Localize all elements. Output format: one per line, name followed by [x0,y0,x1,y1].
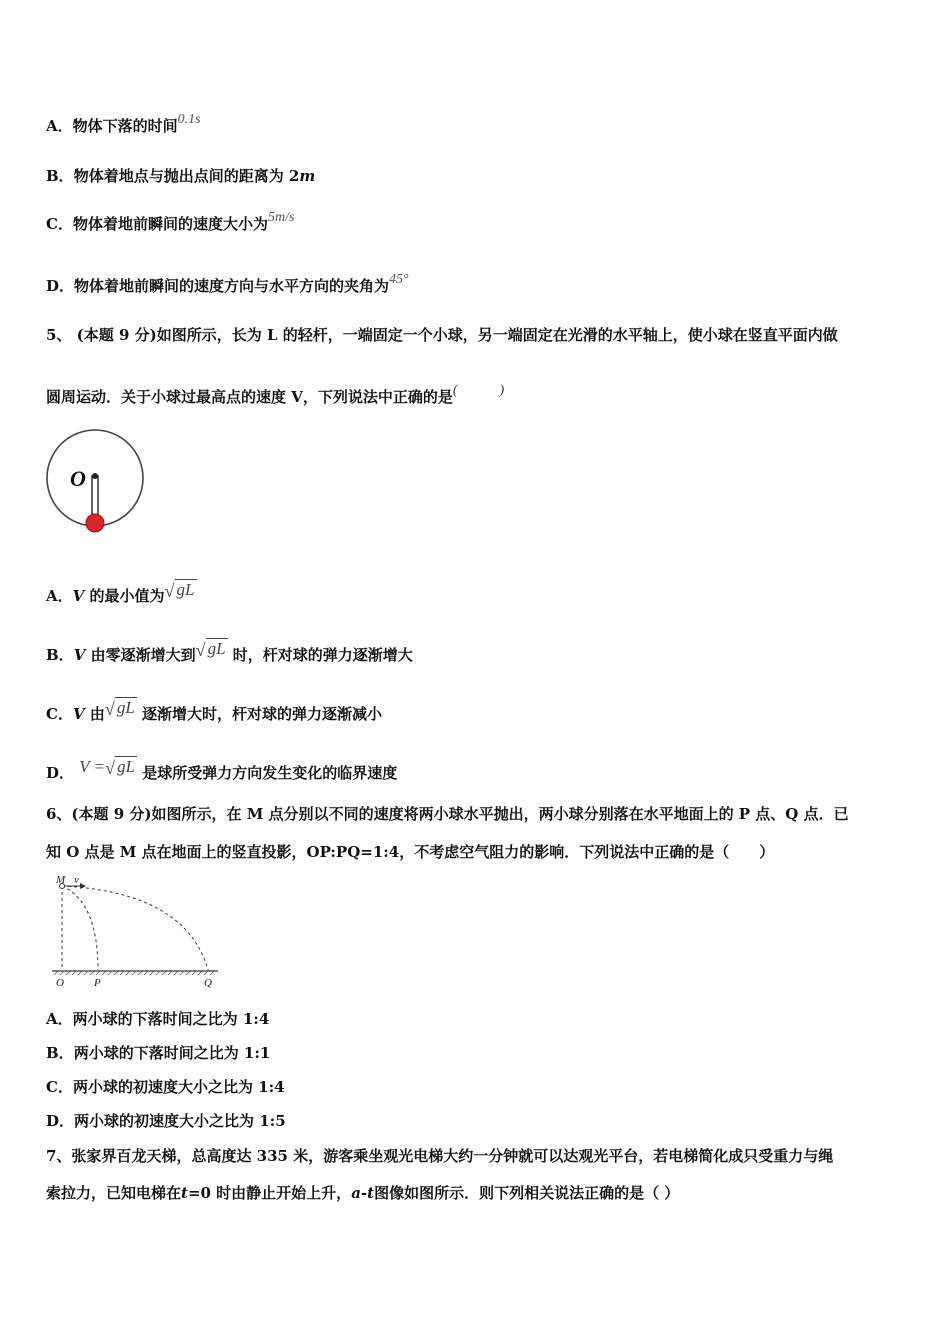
q6-stem-line2: 知 O 点是 M 点在地面上的竖直投影，OP:PQ=1:4，不考虑空气阻力的影响．下列说法中正确的是（ ） [46,843,775,861]
label-q: Q [204,977,212,989]
trajectory-p [62,886,98,970]
var-v: V [72,705,85,723]
option-label: A． [46,1010,73,1028]
option-label: D． [46,764,75,782]
option-label: D． [46,1112,75,1130]
option-label: A． [46,117,73,135]
option-text-2: 逐渐增大时，杆对球的弹力逐渐减小 [142,705,383,723]
option-label: D． [46,277,75,295]
label-m: M [56,874,66,886]
formula: 45° [389,272,409,287]
q7-stem-line1: 7、张家界百龙天梯，总高度达 335 米，游客乘坐观光电梯大约一分钟就可以达观光平台，若电梯简化成只受重力与绳 [46,1147,834,1165]
var-v: V [73,646,86,664]
answer-paren: ( ) [452,383,505,398]
option-label: B． [46,1044,74,1062]
q5-option-a [46,580,197,606]
q4-option-b [46,165,315,186]
q4-option-a [46,112,201,136]
var-t: t [181,1184,188,1202]
label-v: v [74,874,79,886]
option-text: 物体着地前瞬间的速度方向与水平方向的夹角为 [74,277,390,295]
sqrt-gl: √ gL [164,580,195,601]
formula: 0.1s [177,112,201,127]
q4-option-c [46,210,295,234]
option-text: 两小球的下落时间之比为 1:4 [72,1010,270,1028]
option-text: 物体着地点与抛出点间的距离为 2 [73,167,300,185]
stem-text: 圆周运动．关于小球过最高点的速度 V，下列说法中正确的是 [46,388,453,406]
formula: 5m/s [267,210,295,225]
q5-option-c [46,698,382,724]
q5-stem-line2 [46,383,505,407]
option-text: 物体着地前瞬间的速度大小为 [72,215,268,233]
unit: m [299,167,316,185]
q5-option-b [46,639,413,665]
rod [92,476,98,518]
option-label: A． [46,587,73,605]
q5-option-d [46,757,397,783]
q6-option-b [46,1042,270,1063]
option-text: 由 [89,705,105,723]
sqrt-gl: √ gL [104,698,135,719]
option-text: 两小球的下落时间之比为 1:1 [73,1044,271,1062]
option-text: 两小球的初速度大小之比为 1:5 [74,1112,286,1130]
var-at: a-t [351,1184,375,1202]
label-o: O [70,466,86,491]
q5-stem-line1: 5、 (本题 9 分)如图所示，长为 L 的轻杆，一端固定一个小球，另一端固定在光滑的水平轴上，使小球在竖直平面内做 [46,326,838,344]
option-label: C． [46,1078,73,1096]
var-v: V [72,587,85,605]
option-text: 由零逐渐增大到 [90,646,196,664]
option-text: 两小球的初速度大小之比为 1:4 [72,1078,285,1096]
ball [86,514,104,532]
q6-option-c [46,1076,285,1097]
trajectory-q [62,886,208,970]
axis-point [92,473,98,479]
q5-circle-figure [42,428,148,536]
label-p: P [94,977,101,989]
label-o: O [56,977,64,989]
option-label: B． [46,167,74,185]
option-text-2: 是球所受弹力方向发生变化的临界速度 [142,764,398,782]
q6-option-a [46,1008,269,1029]
option-text: 的最小值为 [89,587,165,605]
q6-projectile-figure [46,874,226,992]
option-text: 物体下落的时间 [72,117,178,135]
q4-option-d [46,272,409,296]
option-label: C． [46,215,73,233]
q6-stem-line1: 6、(本题 9 分)如图所示，在 M 点分别以不同的速度将两小球水平抛出，两小球分别落在水平地面上的 P 点、Q 点．已 [46,805,849,823]
option-label: B． [46,646,74,664]
q6-option-d [46,1110,286,1131]
option-label: C． [46,705,73,723]
option-text-2: 时，杆对球的弹力逐渐增大 [232,646,413,664]
sqrt-gl: √ gL [195,639,226,660]
sqrt-gl: √ gL [105,757,136,778]
q7-stem-line2: 索拉力，已知电梯在t=0 时由静止开始上升，a-t图像如图所示．则下列相关说法正确的是（ ） [46,1184,680,1202]
equation: V = [79,757,106,776]
